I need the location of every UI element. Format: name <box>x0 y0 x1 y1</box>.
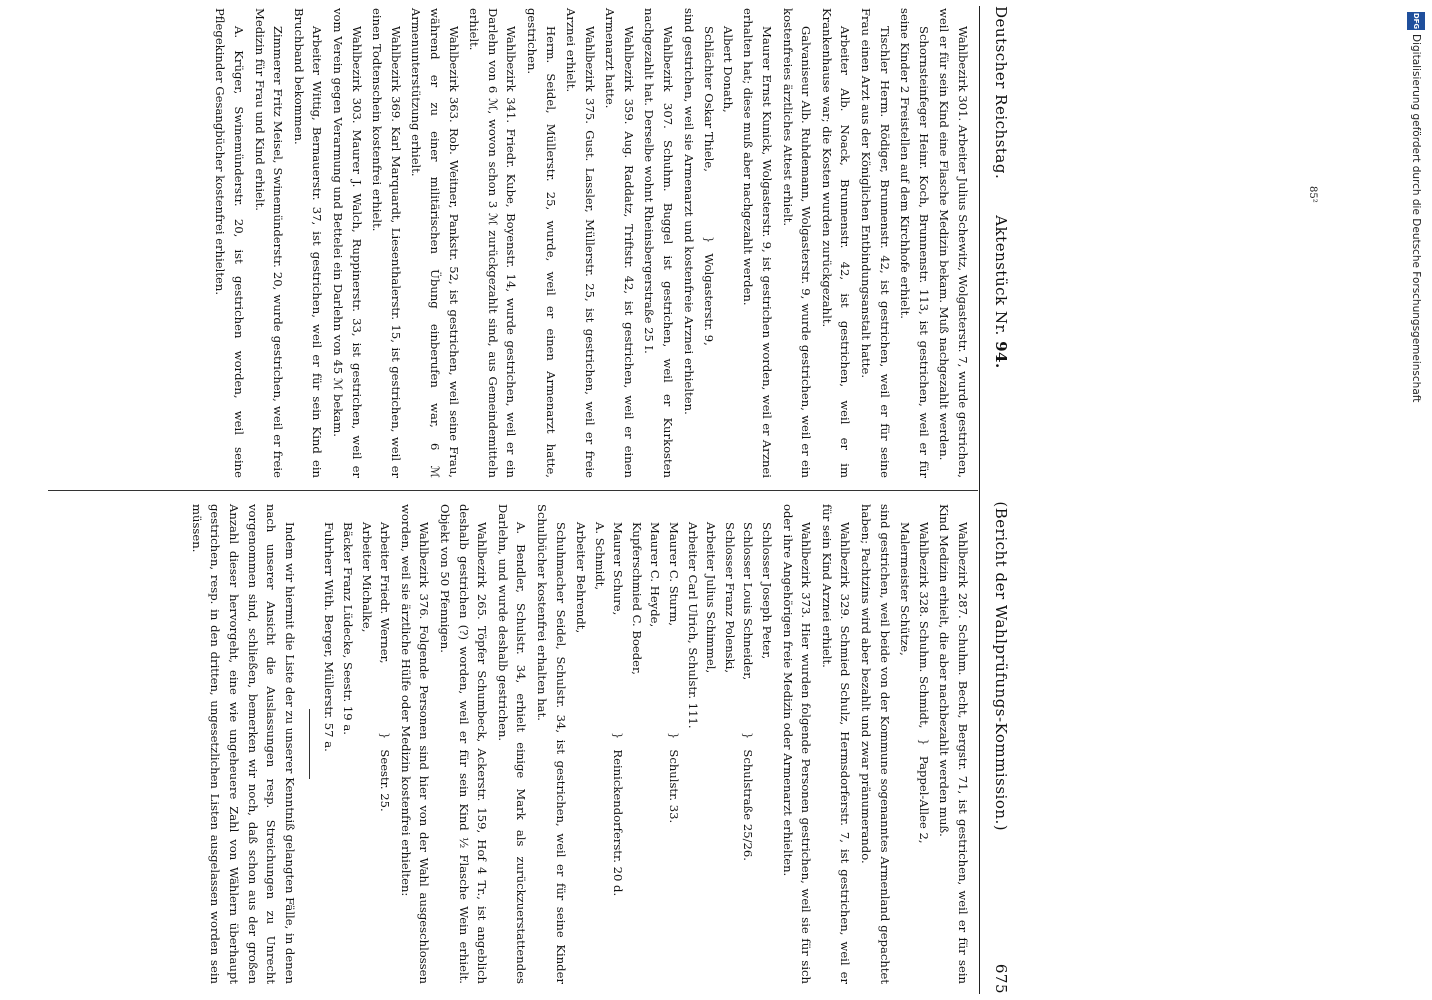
header-left-title: Deutscher Reichstag. <box>992 6 1010 180</box>
person-name: Arbeiter Behrendt, <box>574 522 589 634</box>
paragraph: Wahlbezirk 369. Karl Marquardt, Liesenthalerstr. 15, ist gestrichen, weil er einen Todtenschein kostenfrei erhielt. <box>370 8 403 478</box>
header-doc-label: Aktenstück Nr. <box>992 215 1010 336</box>
paragraph: Maurer Ernst Kunick, Wolgasterstr. 9, ist gestrichen worden, weil er Arznei erhalten hat; diese muß aber nachgezahlt werden. <box>741 8 775 478</box>
paragraph: Schornsteinfeger Heinr. Koch, Brunnenstr. 113, ist gestrichen, weil er für seine Kinder 2 Freistellen auf dem Kirchhofe erhielt. <box>898 8 931 478</box>
paragraph: Arbeiter Wittig, Bernauerstr. 37, ist gestrichen, weil er für sein Kind ein Bruchband bekommen. <box>291 8 325 478</box>
paragraph: Wahlbezirk 265. Töpfer Schumbeck, Ackerstr. 159, Hof 4 Tr., ist angeblich deshalb gestrichen (?) worden, weil er für sein Kind ½ Flasche Wein erhielt. Objekt von 50 Pfennigen. <box>437 504 490 984</box>
paragraph: Wahlbezirk 329. Schmied Schulz, Hermsdorferstr. 7, ist gestrichen, weil er für sein Kind Arznei erhielt. <box>819 504 853 984</box>
paragraph: Wahlbezirk 375. Gust. Lassler, Müllerstr. 25, ist gestrichen, weil er freie Arznei erhielt. <box>564 8 597 478</box>
paragraph: Wahlbezirk 301. Arbeiter Julius Schewitz, Wolgasterstr. 7, wurde gestrichen, weil er für sein Kind eine Flasche Medizin bekam. Muß nachgezahlt werden. <box>937 8 970 478</box>
group-address: Seestr. 25. <box>378 749 393 812</box>
paragraph: A. Krüger, Swinemünderstr. 20, ist gestrichen worden, weil seine Pflegekinder Gesangbücher kostenfrei erhielten. <box>213 8 247 478</box>
paragraph: Arbeiter Alb. Noack, Brunnenstr. 42, ist gestrichen, weil er im Krankenhause war; die Kosten wurden zurückgezahlt. <box>819 8 853 478</box>
person-name: A. Schmidt, <box>592 522 607 591</box>
person-name: Arbeiter Friedr. Werner, <box>378 522 393 664</box>
person-name: Schlosser Louis Schneider, <box>741 522 756 681</box>
paragraph: Zimmerer Fritz Meisel, Swinemünderstr. 20, wurde gestrichen, weil er freie Medizin für Frau und Kind erhielt. <box>252 8 286 478</box>
dfg-logo: DFG <box>1407 12 1425 30</box>
paragraph: Wahlbezirk 373. Hier wurden folgende Personen gestrichen, weil sie für sich oder ihre Angehörigen freie Medizin oder Armenarzt erhielten. <box>780 504 814 984</box>
page-content-rotated <box>36 0 1016 1000</box>
group-address: Reinickendorferstr. 20 d. <box>611 749 626 897</box>
paragraph: Wahlbezirk 359. Aug. Raddatz, Triftstr. 42, ist gestrichen, weil er einen Armenarzt hatte. <box>603 8 636 478</box>
scanned-page <box>16 0 1010 1000</box>
paragraph: Wahlbezirk 287. Schuhm. Becht, Bergstr. 71, ist gestrichen, weil er für sein Kind Medizin erhielt, die aber nachbezahlt werden muß. <box>937 504 970 984</box>
group-address: Schulstr. 33. <box>667 749 682 824</box>
column-divider <box>48 490 978 491</box>
person-name: Kupferschmied C. Boeder, <box>629 522 644 675</box>
group-address: Pappel-Allee 2, <box>916 755 931 844</box>
name-group: Schlosser Joseph Peter, Schlosser Louis Schneider, } Schulstraße 25/26. Schlosser Franz Polenski, Arbeiter Julius Schimmel, Arbeiter Carl Ulrich, Schulstr. 111. Maurer C. Sturm, } Schulstr. 33. Maurer C. Heyde, Kupferschmied C. Boeder, Maurer Schure, } Reinickendorferstr. 20 d. A. Schmidt, Arbeiter Behrendt, <box>572 522 777 984</box>
person-name: Maurer C. Sturm, <box>667 522 682 626</box>
name-group: Albert Donath, Schlächter Oskar Thiele, } Wolgasterstr. 9, <box>700 26 737 478</box>
group-address: Schulstraße 25/26. <box>741 749 756 861</box>
name-group: Arbeiter Friedr. Werner, } Seestr. 25. Arbeiter Michalke, Bäcker Franz Lüdecke, Seestr. 19 a. Fuhrherr With. Berger, Müllerstr. 57 a. <box>320 522 394 984</box>
person-name: Wahlbezirk 328. Schuhm. Schmidt, <box>916 522 931 729</box>
paragraph: sind gestrichen, weil sie Armenarzt und kostenfreie Arznei erhielten. <box>681 8 696 415</box>
person-entry: Bäcker Franz Lüdecke, Seestr. 19 a. <box>341 522 355 735</box>
person-entry: Arbeiter Carl Ulrich, Schulstr. 111. <box>685 522 700 729</box>
paragraph: Wahlbezirk 376. Folgende Personen sind hier von der Wahl ausgeschlossen worden, weil sie ärztliche Hülfe oder Medizin kostenfrei erhielten: <box>398 504 432 984</box>
person-name: Schlosser Franz Polenski, <box>722 522 737 674</box>
left-column <box>48 8 972 478</box>
person-name: Maurer Schure, <box>611 522 626 616</box>
section-rule <box>309 709 310 779</box>
right-column <box>48 504 972 984</box>
paragraph: sind gestrichen, weil beide von der Kommune sogenanntes Armenland gepachtet haben; Pachtzins wird aber bezahlt und zwar pränumerando. <box>859 504 892 984</box>
page-stamp: 85² <box>1307 186 1318 203</box>
person-name: Maurer C. Heyde, <box>648 522 663 628</box>
person-name: Arbeiter Michalke, <box>359 522 374 633</box>
group-address: Wolgasterstr. 9, <box>702 253 717 346</box>
paragraph: Wahlbezirk 363. Rob. Weitner, Pankstr. 52, ist gestrichen, weil seine Frau, während er zu einer militärischen Übung einberufen war, 6 ℳ Armenunterstützung erhielt. <box>409 8 461 478</box>
paragraph: Herm. Seidel, Müllerstr. 25, wurde, weil er einen Armenarzt hatte, gestrichen. <box>524 8 558 478</box>
paragraph: A. Bendler, Schulstr. 34, erhielt einige Mark als zurückzuerstattendes Darlehn, und wurde deshalb gestrichen. <box>495 504 529 984</box>
paragraph: Wahlbezirk 307. Schuhm. Buggel ist gestrichen, weil er Kurkosten nachgezahlt hat. Derselbe wohnt Rheinsbergerstraße 25 I. <box>642 8 676 478</box>
paragraph: Wahlbezirk 341. Friedr. Kube, Boyenstr. 14, wurde gestrichen, weil er ein Darlehn von 6 ℳ, wovon schon 3 ℳ zurückgezahlt sind, aus Gemeindemitteln erhielt. <box>467 8 519 478</box>
paragraph: Tischler Herm. Rödiger, Brunnenstr. 42, ist gestrichen, weil er für seine Frau einen Arzt aus der Königlichen Entbindungsanstalt hatte. <box>859 8 892 478</box>
paragraph: Schuhmacher Seidel, Schulstr. 34, ist gestrichen, weil er für seine Kinder Schulbücher kostenfrei erhalten hat. <box>534 504 568 984</box>
person-name: Schlosser Joseph Peter, <box>760 522 775 660</box>
paragraph: Galvaniseur Alb. Ruhdemann, Wolgasterstr. 9, wurde gestrichen, weil er ein kostenfreies ärztliches Attest erhielt. <box>780 8 814 478</box>
header-doc-number: 94. <box>992 341 1010 369</box>
header-right-title: (Bericht der Wahlprüfungs-Kommission.) <box>992 501 1010 832</box>
person-name: Schlächter Oskar Thiele, <box>702 26 717 172</box>
person-name: Malermeister Schütze, <box>898 522 913 656</box>
name-group: Wahlbezirk 328. Schuhm. Schmidt, } Pappel-Allee 2, Malermeister Schütze, <box>896 522 933 984</box>
closing-paragraph: Indem wir hiermit die Liste der zu unserer Kenntniß gelangten Fälle, in denen nach unserer Ansicht die Auslassungen resp. Streichungen zu Unrecht vorgenommen sind, schließen, bemerken wir noch, daß schon aus der großen Anzahl dieser hervorgeht, eine wie ungeheuere Zahl von Wählern überhaupt gestrichen, resp. in den dritten, ungesetzlichen Listen ausgelassen worden sein müssen. <box>189 504 297 984</box>
digitization-credit: Digitalisierung gefördert durch die Deutsche Forschungsgemeinschaft <box>1410 34 1422 403</box>
running-header <box>979 6 1010 994</box>
digitization-banner <box>1404 4 1428 996</box>
page-number: 675 <box>992 963 1010 994</box>
person-name: Albert Donath, <box>720 26 735 113</box>
person-entry: Fuhrherr With. Berger, Müllerstr. 57 a. <box>322 522 337 752</box>
person-name: Arbeiter Julius Schimmel, <box>704 522 719 674</box>
paragraph: Wahlbezirk 303. Maurer J. Walch, Ruppinerstr. 33, ist gestrichen, weil er vom Verein gegen Verarmung und Bettelei ein Darlehn von 45 ℳ bekam. <box>331 8 364 478</box>
